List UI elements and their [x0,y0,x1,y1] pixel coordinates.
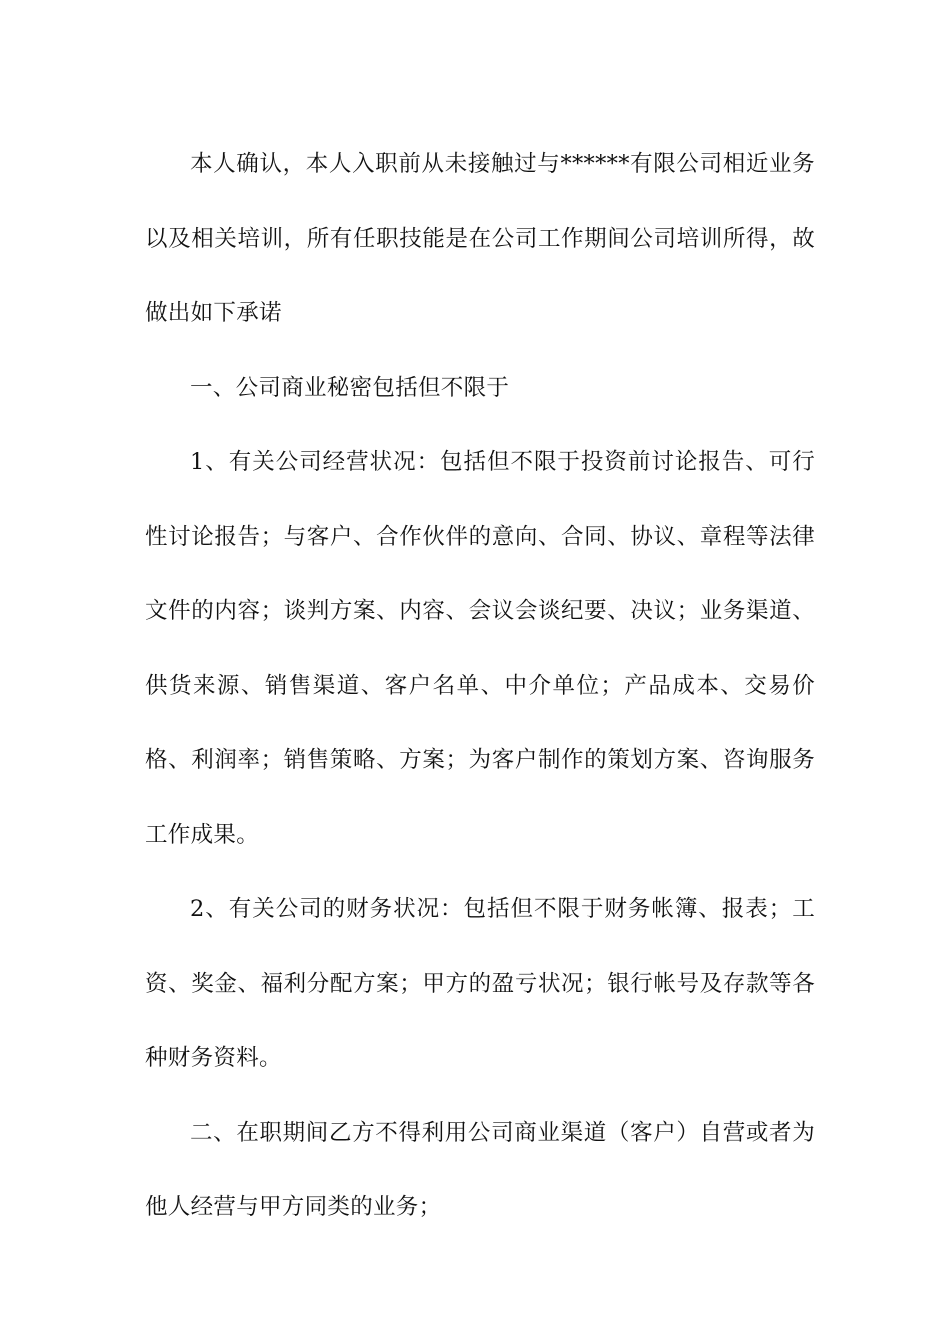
paragraph-section-one-heading: 一、公司商业秘密包括但不限于 [190,374,510,401]
paragraph-confirmation: 本人确认，本人入职前从未接触过与******有限公司相近业务以及相关培训，所有任职技能是在公司工作期间公司培训所得，故做出如下承诺 [145,151,815,326]
paragraph-item-2-finance: 2、有关公司的财务状况：包括但不限于财务帐簿、报表；工资、奖金、福利分配方案；甲方的盈亏状况；银行帐号及存款等各种财务资料。 [145,896,815,1071]
document-body [145,127,815,1245]
paragraph-item-1-business: 1、有关公司经营状况：包括但不限于投资前讨论报告、可行性讨论报告；与客户、合作伙伴的意向、合同、协议、章程等法律文件的内容；谈判方案、内容、会议会谈纪要、决议；业务渠道、供货来源、销售渠道、客户名单、中介单位；产品成本、交易价格、利润率；销售策略、方案；为客户制作的策划方案、咨询服务工作成果。 [145,449,815,848]
paragraph-section-two: 二、在职期间乙方不得利用公司商业渠道（客户）自营或者为他人经营与甲方同类的业务； [145,1119,815,1220]
